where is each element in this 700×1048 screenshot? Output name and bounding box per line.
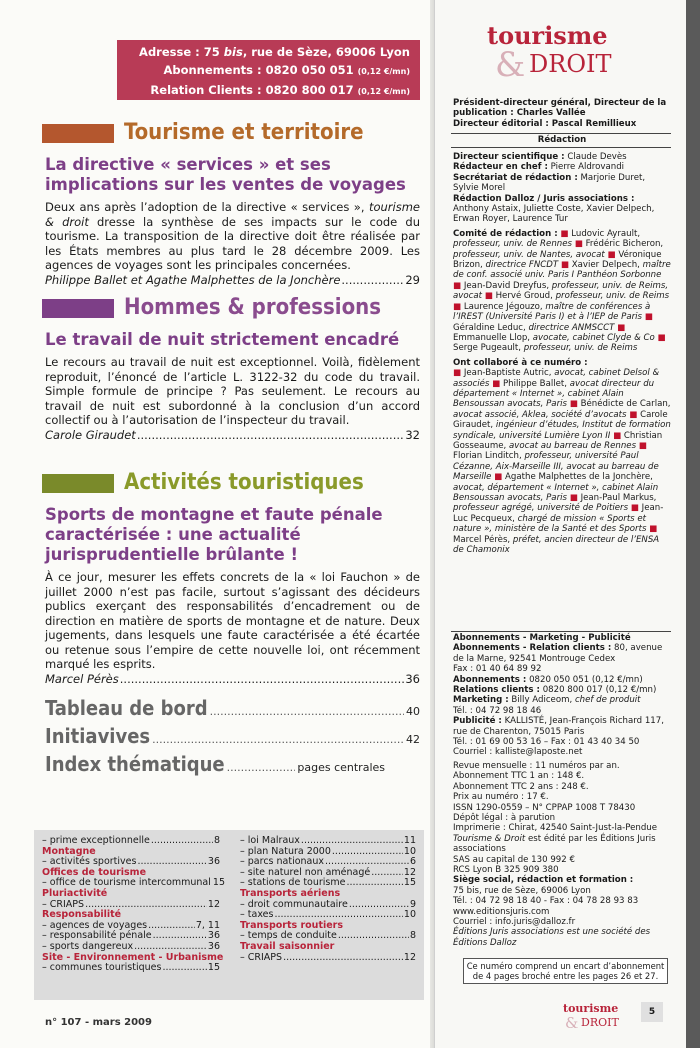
contact-header [42,40,420,100]
index-page: 8 [409,930,416,942]
index-page: 15 [403,877,416,889]
index-page: 36 [207,856,220,868]
article-author-line [45,672,420,687]
contributor-role: professeur, univ. de Reims, avocat [453,280,669,302]
article-travail-de-nuit [45,330,420,443]
index-page: 9 [409,898,416,910]
contributor-name: Carole Giraudet, [453,409,668,431]
section-activites-touristiques [42,470,364,496]
index-page: 10 [403,909,416,921]
bullet-square-icon: ■ [649,524,658,535]
index-entry[interactable] [240,953,416,964]
masthead-redaction: Directeur scientifique : Claude Devès Rédacteur en chef : Pierre Aldrovandi Secrétariat de rédaction : Marjorie Duret, Sylvie Morel Rédaction Dalloz / Juris associations : Anthony Astaix, Juliette Coste, Xavier Delpech, Erwan Royer, Laurence Tur Comité de rédaction : ■ Ludovic Ayrault, professeur, univ. de Rennes ■ Frédéric Bicheron, professeur, univ. de Nantes, avocat ■ Véronique Brizon, directrice FNCDT ■ Xavier Delpech, maître de conf. associé univ. Paris I Panthéon Sorbonne ■ Jean-David Dreyfus, professeur, univ. de Reims, avocat ■ Hervé Groud, professeur, univ. de Reims ■ Laurence Jégouzo, maître de conférences à l’IREST (Université Paris I) et à l’IEP de Paris ■ Géraldine Leduc, directrice ANMSCCT ■ Emmanuelle Llop, avocate, cabinet Clyde & Co ■ Serge Pugeault, professeur, univ. de Reims Ont collaboré à ce numéro : ■ Jean-Baptiste Autric, avocat, cabinet Delsol & associés ■ Philippe Ballet, avocat directeur du département « Internet », cabinet Alain Bensoussan avocats, Paris ■ Bénédicte de Carlan, avocat associé, Aklea, société d’avocats ■ Carole Giraudet, ingénieur d’études, Institut de formation syndicale, université Lumière Lyon II ■ Christian Gosseaume, avocat au barreau de Rennes ■ Florian Linditch, professeur, université Paul Cézanne, Aix-Marseille III, avocat au barreau de Marseille ■ Agathe Malphettes de la Jonchère, avocat, département « Internet », cabinet Alain Bensoussan avocats, Paris ■ Jean-Paul Markus, professeur agrégé, université de Poitiers ■ Jean-Luc Pecqueux, chargé de mission « Sports et nature », ministère de la Santé et des Sports ■ Marcel Pérès, préfet, ancien directeur de l’ENSA de Chamonix [453,152,671,556]
contributor-name: Marcel Pérès, [453,534,513,545]
insert-notice-box: Ce numéro comprend un encart d’abonnement de 4 pages broché entre les pages 26 et 27. [463,958,668,984]
contributor-name: Ludovic Ayrault, [571,228,641,239]
index-page: 12 [403,951,416,963]
contributor-name: Emmanuelle Llop, [453,332,533,343]
index-page: 8 [213,835,220,846]
masthead-publication: Président-directeur général, Directeur de la publication : Charles Vallée Directeur éditorial : Pascal Remillieux [453,98,667,129]
article-author-line [45,273,420,288]
bullet-square-icon: ■ [657,332,666,343]
article-title[interactable]: Sports de montagne et faute pénale caractérisée : une actualité jurisprudentielle brûlante ! [45,505,383,564]
index-text: – taxes [240,909,274,921]
subscriptions-line: Abonnements : 0820 050 051 (0,12 €/mn) [163,63,410,77]
contributor-role: avocat directeur du département « Internet », cabinet Alain Bensoussan avocats, Paris [453,378,655,410]
dot-leader [283,953,403,964]
index-text: – sports dangereux [42,940,134,952]
bullet-square-icon: ■ [574,239,586,250]
index-text: – agences de voyages [42,919,148,931]
index-text: – prime exceptionnelle [42,835,150,846]
index-text: – temps de conduite [240,930,337,942]
index-column-right [240,836,416,963]
index-text: – CRIAPS [42,898,85,910]
article-title[interactable]: Le travail de nuit strictement encadré [45,330,400,349]
svg-text:tourisme: tourisme [563,1002,619,1015]
bullet-square-icon: ■ [453,301,464,312]
contact-text [117,40,420,100]
contributor-name: Jean-Paul Markus, [580,493,657,503]
section-bar [42,299,114,318]
dot-leader [134,942,207,953]
color-stripe-purple [92,40,117,100]
section-hommes-professions [42,295,381,321]
contributor-role: avocat, cabinet Delsol & associés [453,368,660,389]
dot-leader [227,761,296,774]
rule [451,631,671,632]
article-page[interactable]: 36 [405,671,420,686]
index-page: 15 [207,962,220,974]
section-title: Activités touristiques [124,470,364,495]
bullet-square-icon: ■ [484,291,496,302]
contributor-role: professeur, univ. de Reims [523,343,638,354]
index-text: – activités sportives [42,856,137,868]
masthead-redaction-heading: Rédaction [537,135,587,145]
toc-entry-tableau-de-bord[interactable]: Tableau de bord ..... 40 [45,696,420,720]
contributor-role: maître de conf. associé univ. Paris I Panthéon Sorbonne [453,260,671,281]
contributor-role: maître de conférences à l’IREST (Université Paris I) et à l’IEP de Paris [453,301,651,323]
toc-entry-index-thematique[interactable]: Index thématique ..... pages centrales [45,752,385,776]
bullet-square-icon: ■ [453,368,464,379]
contributor-role: directrice FNCDT [485,260,559,271]
index-heading [42,889,220,900]
svg-text:tourisme: tourisme [487,22,608,50]
tourisme-droit-logo [485,22,625,80]
dot-leader [148,921,195,932]
article-sports-montagne [45,505,420,687]
rule [451,133,671,134]
contributor-name: Jean-David Dreyfus, [463,280,552,291]
index-text: – droit communautaire [240,898,348,910]
index-page: 11 [403,835,416,846]
contributor-role: professeur, univ. de Rennes [453,239,572,250]
bullet-square-icon: ■ [638,440,647,451]
svg-text:DROIT: DROIT [581,1016,619,1029]
bullet-square-icon: ■ [492,378,503,389]
contributor-role: professeur, université Paul Cézanne, Aix-Marseille III, avocat au barreau de Marseille [453,451,659,483]
index-text: – office de tourisme intercommunal [42,877,211,889]
index-text: Montagne [42,845,96,857]
customer-relations-line: Relation Clients : 0820 800 017 (0,12 €/mn) [150,83,410,97]
bullet-square-icon: ■ [560,260,572,271]
contributor-role: avocat, département « Internet », cabinet Alain Bensoussan avocats, Paris [453,482,659,503]
index-text: – loi Malraux [240,835,300,846]
masthead-business: Abonnements - Marketing - Publicité Abonnements - Relation clients : 80, avenue de la Marne, 92541 Montrouge Cedex Fax : 01 40 64 89 92 Abonnements : 0820 050 051 (0,12 €/mn) Relations clients : 0820 800 017 (0,12 €/mn) Marketing : Billy Adiceom, chef de produit Tél. : 04 72 98 18 46 Publicité : KALLISTÉ, Jean-François Richard 117, rue de Charenton, 75015 Paris Tél. : 01 69 00 53 16 – Fax : 01 43 40 34 50 Courriel : kalliste@laposte.net Revue mensuelle : 11 numéros par an. Abonnement TTC 1 an : 148 €. Abonnement TTC 2 ans : 248 €. Prix au numéro : 17 €. ISSN 1290-0559 – N° CPPAP 1008 T 78430 Dépôt légal : à parution Imprimerie : Chirat, 42540 Saint-Just-la-Pendue Tourisme & Droit est édité par les Éditions Juris associations SAS au capital de 130 992 € RCS Lyon B 325 909 380 Siège social, rédaction et formation : 75 bis, rue de Sèze, 69006 Lyon Tél. : 04 72 98 18 40 - Fax : 04 78 28 93 83 www.editionsjuris.com Courriel : info.juris@dalloz.fr Éditions Juris associations est une société des Éditions Dalloz [453,633,664,948]
contributor-name: Serge Pugeault, [453,343,524,354]
section-bar [42,124,114,143]
contributor-name: Christian Gosseaume, [453,430,663,451]
address-line: Adresse : 75 bis, rue de Sèze, 69006 Lyon [139,45,410,59]
toc-entry-initiavives[interactable]: Initiavives ..... 42 [45,724,420,748]
dot-leader [153,931,207,942]
article-author: Philippe Ballet et Agathe Malphettes de la Jonchère [45,272,341,287]
dot-leader [349,900,409,911]
contributor-name: Agathe Malphettes de la Jonchère, [505,472,653,483]
contributor-role: avocate, cabinet Clyde & Co [532,332,655,343]
index-text: – communes touristiques [42,962,162,974]
rule [451,147,671,148]
dot-leader [338,931,409,942]
index-page: 6 [409,856,416,868]
contributor-role: professeur, univ. de Nantes, avocat [453,249,605,260]
page-number: 5 [641,1002,663,1022]
section-title: Tourisme et territoire [124,120,364,145]
index-entry[interactable] [240,836,416,847]
dot-leader [151,836,213,847]
bullet-square-icon: ■ [607,249,619,260]
article-author: Marcel Pérès [45,671,119,686]
svg-text:DROIT: DROIT [529,50,612,78]
contributor-role: directrice ANMSCCT [528,322,615,333]
bullet-square-icon: ■ [630,503,642,514]
contributor-role: avocat associé, Aklea, société d’avocats [453,409,627,420]
contributor-name: Jean-Luc Pecqueux, [453,503,664,524]
book-edge [686,0,700,1048]
dot-leader [346,878,402,889]
article-author-line [45,428,420,443]
article-directive-services [45,155,420,288]
contributor-name: Laurence Jégouzo, [463,301,546,312]
svg-text:&: & [495,45,526,80]
bullet-square-icon: ■ [629,409,641,420]
index-text: – site naturel non aménagé [240,866,371,878]
article-title[interactable]: La directive « services » et ses implications sur les ventes de voyages [45,155,406,194]
bullet-square-icon: ■ [617,322,626,333]
index-text: – responsabilité pénale [42,930,152,942]
section-bar [42,474,114,493]
contributor-role: professeur agrégé, université de Poitiers [453,503,629,514]
index-text: Site - Environnement - Urbanisme [42,951,224,963]
color-stripe-orange [67,40,92,100]
article-author: Carole Giraudet [45,427,136,442]
index-page: 10 [403,845,416,857]
index-page: 7, 11 [195,919,220,931]
right-page [434,0,686,1048]
article-page[interactable]: 32 [405,427,420,442]
contributor-role: préfet, ancien directeur de l’ENSA de Chamonix [453,534,660,556]
contributor-name: Hervé Groud, [495,291,556,302]
index-page: 12 [207,898,220,910]
dot-leader [137,857,206,868]
index-text: – CRIAPS [240,951,283,963]
bullet-square-icon: ■ [569,493,581,503]
index-text: – plan Natura 2000 [240,845,331,857]
index-entry[interactable] [42,836,220,847]
index-text: Travail saisonnier [240,940,335,952]
contributor-name: Bénédicte de Carlan, [580,399,671,410]
dot-leader [137,428,405,443]
issue-footer: n° 107 - mars 2009 [45,1017,152,1028]
contributor-role: ingénieur d’études, Institut de formation syndicale, université Lumière Lyon II [453,420,671,441]
index-text: Transports routiers [240,919,344,931]
dot-leader [210,705,404,718]
index-heading [240,942,416,953]
contributor-role: chargé de mission « Sports et nature », ministère de la Santé et des Sports [453,513,647,535]
contributor-role: professeur, univ. de Reims [555,291,670,302]
contributor-name: Florian Linditch, [453,451,525,462]
contributor-name: Philippe Ballet, [502,378,570,389]
index-column-left [42,835,225,974]
dot-leader [332,847,403,858]
bullet-square-icon: ■ [613,430,624,441]
bullet-square-icon: ■ [569,399,581,410]
section-tourisme-territoire [42,120,364,146]
dot-leader [120,672,405,687]
bullet-square-icon: ■ [560,228,572,239]
index-text: – parcs nationaux [240,856,325,868]
contributor-name: Jean-Baptiste Autric, [463,368,555,379]
small-tourisme-droit-logo [561,1000,625,1030]
index-page: 12 [403,866,416,878]
index-text: Pluriactivité [42,887,108,899]
article-page[interactable]: 29 [405,272,420,287]
bullet-square-icon: ■ [644,312,653,323]
index-page: 36 [207,930,220,942]
bullet-square-icon: ■ [494,472,506,483]
color-stripe-green [42,40,67,100]
index-text: Transports aériens [240,887,341,899]
bullet-square-icon: ■ [453,280,464,291]
svg-text:&: & [565,1014,579,1030]
index-page: 36 [207,940,220,952]
index-page: 15 [212,877,225,889]
article-summary: Le recours au travail de nuit est exceptionnel. Voilà, fidèlement reproduit, l’énoncé de l’article L. 3122-32 du code du travail. Simple formule de principe ? Pas seulement. Le recours au travail de nuit est subordonné à la conclusion d’un accord collectif ou à l’autorisation de l’inspecteur du travail. [45,355,420,427]
dot-leader [162,963,206,974]
article-summary: À ce jour, mesurer les effets concrets de la « loi Fauchon » de juillet 2000 n’est pas facile, surtout s’agissant des décideurs publics exerçant des responsabilités d’encadrement ou de direction en matière de sports de montagne et de nature. Deux jugements, dans lesquels une faute caractérisée a été écartée ou retenue sous l’empire de cette nouvelle loi, ont récemment marqué les esprits. [45,570,420,671]
contributor-name: Frédéric Bicheron, [585,239,664,250]
contributor-name: Géraldine Leduc, [453,322,529,333]
contributor-role: avocat au barreau de Rennes [509,440,637,451]
index-text: Responsabilité [42,909,122,921]
dot-leader [341,273,404,288]
article-summary: Deux ans après l’adoption de la directive « services », tourisme & droit dresse la synthèse de ses impacts sur le code du tourisme. La transposition de la directive doit être réalisée par les États membres au plus tard le 28 décembre 2009. Les agences de voyages sont les principales concernées. [45,200,420,272]
index-entry[interactable] [42,942,220,953]
contributor-name: Véronique Brizon, [453,249,662,271]
dot-leader [371,868,403,879]
index-text: – stations de tourisme [240,877,346,889]
index-text: Offices de tourisme [42,866,147,878]
section-title: Hommes & professions [124,295,382,320]
dot-leader [301,836,403,847]
dot-leader [152,733,404,746]
index-entry[interactable] [42,963,220,974]
contributor-name: Xavier Delpech, [571,260,643,271]
index-heading [240,889,416,900]
